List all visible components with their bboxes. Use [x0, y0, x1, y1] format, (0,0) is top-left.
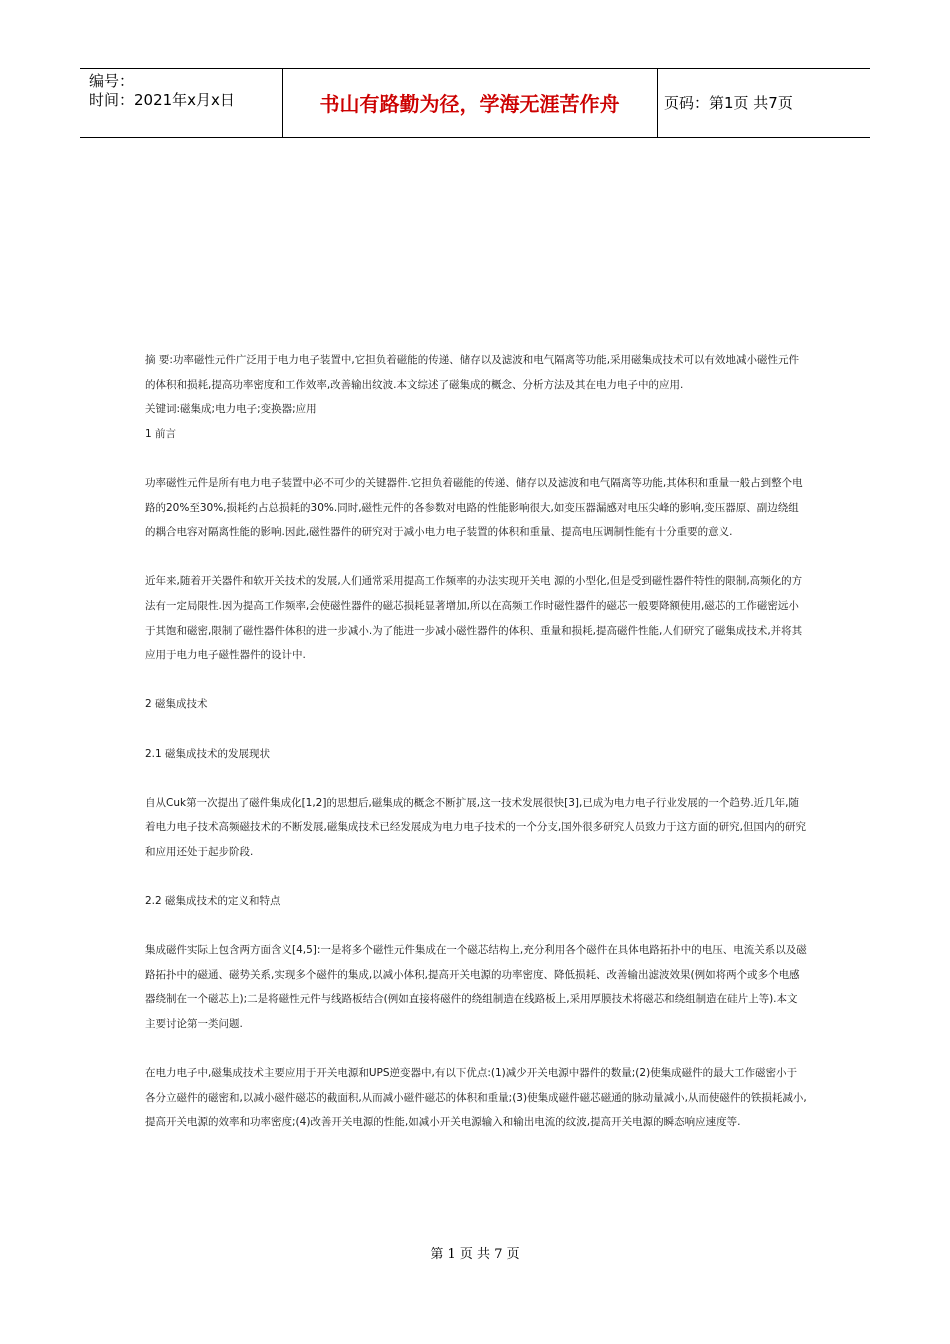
number-label: 编号：	[89, 72, 135, 90]
motto-text: 书山有路勤为径，学海无涯苦作舟	[319, 92, 620, 116]
header-page-cell	[658, 69, 870, 137]
paragraph: 近年来,随着开关器件和软开关技术的发展,人们通常采用提高工作频率的办法实现开关电 源的小型化,但是受到磁性器件特性的限制,高频化的方法有一定局限性.因为提高工作频率,会使磁性器件的磁芯损耗显著增加,所以在高频工作时磁性器件的磁芯一般要降额使用,磁芯的工作磁密远小于其饱和磁密,限制了磁性器件体积的进一步减小.为了能进一步减小磁性器件的体积、重量和损耗,提高磁件性能,人们研究了磁集成技术,并将其应用于电力电子磁性器件的设计中.	[145, 575, 803, 662]
date-label: 时间：2021年x月x日	[89, 91, 235, 109]
keywords: 关键词:磁集成;电力电子;变换器;应用	[145, 403, 317, 416]
paragraph: 在电力电子中,磁集成技术主要应用于开关电源和UPS逆变器中,有以下优点:(1)减少开关电源中器件的数量;(2)使集成磁件的最大工作磁密小于各分立磁件的磁密和,以减小磁件磁芯的截面积,从而减小磁件磁芯的体积和重量;(3)使集成磁件磁芯磁通的脉动量减小,从而使磁件的铁损耗减小,提高开关电源的效率和功率密度;(4)改善开关电源的性能,如减小开关电源输入和输出电流的纹波,提高开关电源的瞬态响应速度等.	[145, 1067, 807, 1129]
page-code: 页码：第1页 共7页	[664, 94, 793, 112]
paragraph: 自从Cuk第一次提出了磁件集成化[1,2]的思想后,磁集成的概念不断扩展,这一技术发展很快[3],已成为电力电子行业发展的一个趋势.近几年,随着电力电子技术高频磁技术的不断发展,磁集成技术已经发展成为电力电子技术的一个分支,国外很多研究人员致力于这方面的研究,但国内的研究和应用还处于起步阶段.	[145, 796, 807, 858]
paragraph: 集成磁件实际上包含两方面含义[4,5]:一是将多个磁性元件集成在一个磁芯结构上,充分利用各个磁件在具体电路拓扑中的电压、电流关系以及磁路拓扑中的磁通、磁势关系,实现多个磁件的集成,以减小体积,提高开关电源的功率密度、降低损耗、改善输出滤波效果(例如将两个或多个电感器绕制在一个磁芯上);二是将磁性元件与线路板结合(例如直接将磁件的绕组制造在线路板上,采用厚膜技术将磁芯和绕组制造在硅片上等).本文主要讨论第一类问题.	[145, 944, 807, 1031]
page-footer: 第 1 页 共 7 页	[430, 1247, 520, 1262]
document-header	[80, 68, 870, 138]
article-body	[145, 348, 807, 1135]
section-heading: 1 前言	[145, 427, 177, 440]
abstract: 摘 要:功率磁性元件广泛用于电力电子装置中,它担负着磁能的传递、储存以及滤波和电气隔离等功能,采用磁集成技术可以有效地减小磁性元件的体积和损耗,提高功率密度和工作效率,改善输出纹波.本文综述了磁集成的概念、分析方法及其在电力电子中的应用.	[145, 354, 800, 391]
subsection-heading: 2.2 磁集成技术的定义和特点	[145, 895, 281, 908]
header-motto-cell	[282, 69, 658, 137]
section-heading: 2 磁集成技术	[145, 698, 208, 711]
header-info-cell	[80, 69, 283, 137]
subsection-heading: 2.1 磁集成技术的发展现状	[145, 747, 271, 760]
paragraph: 功率磁性元件是所有电力电子装置中必不可少的关键器件.它担负着磁能的传递、储存以及滤波和电气隔离等功能,其体积和重量一般占到整个电路的20%至30%,损耗约占总损耗的30%.同时,磁性元件的各参数对电路的性能影响很大,如变压器漏感对电压尖峰的影响,变压器原、副边绕组的耦合电容对隔离性能的影响.因此,磁性器件的研究对于减小电力电子装置的体积和重量、提高电压调制性能有十分重要的意义.	[145, 476, 803, 539]
